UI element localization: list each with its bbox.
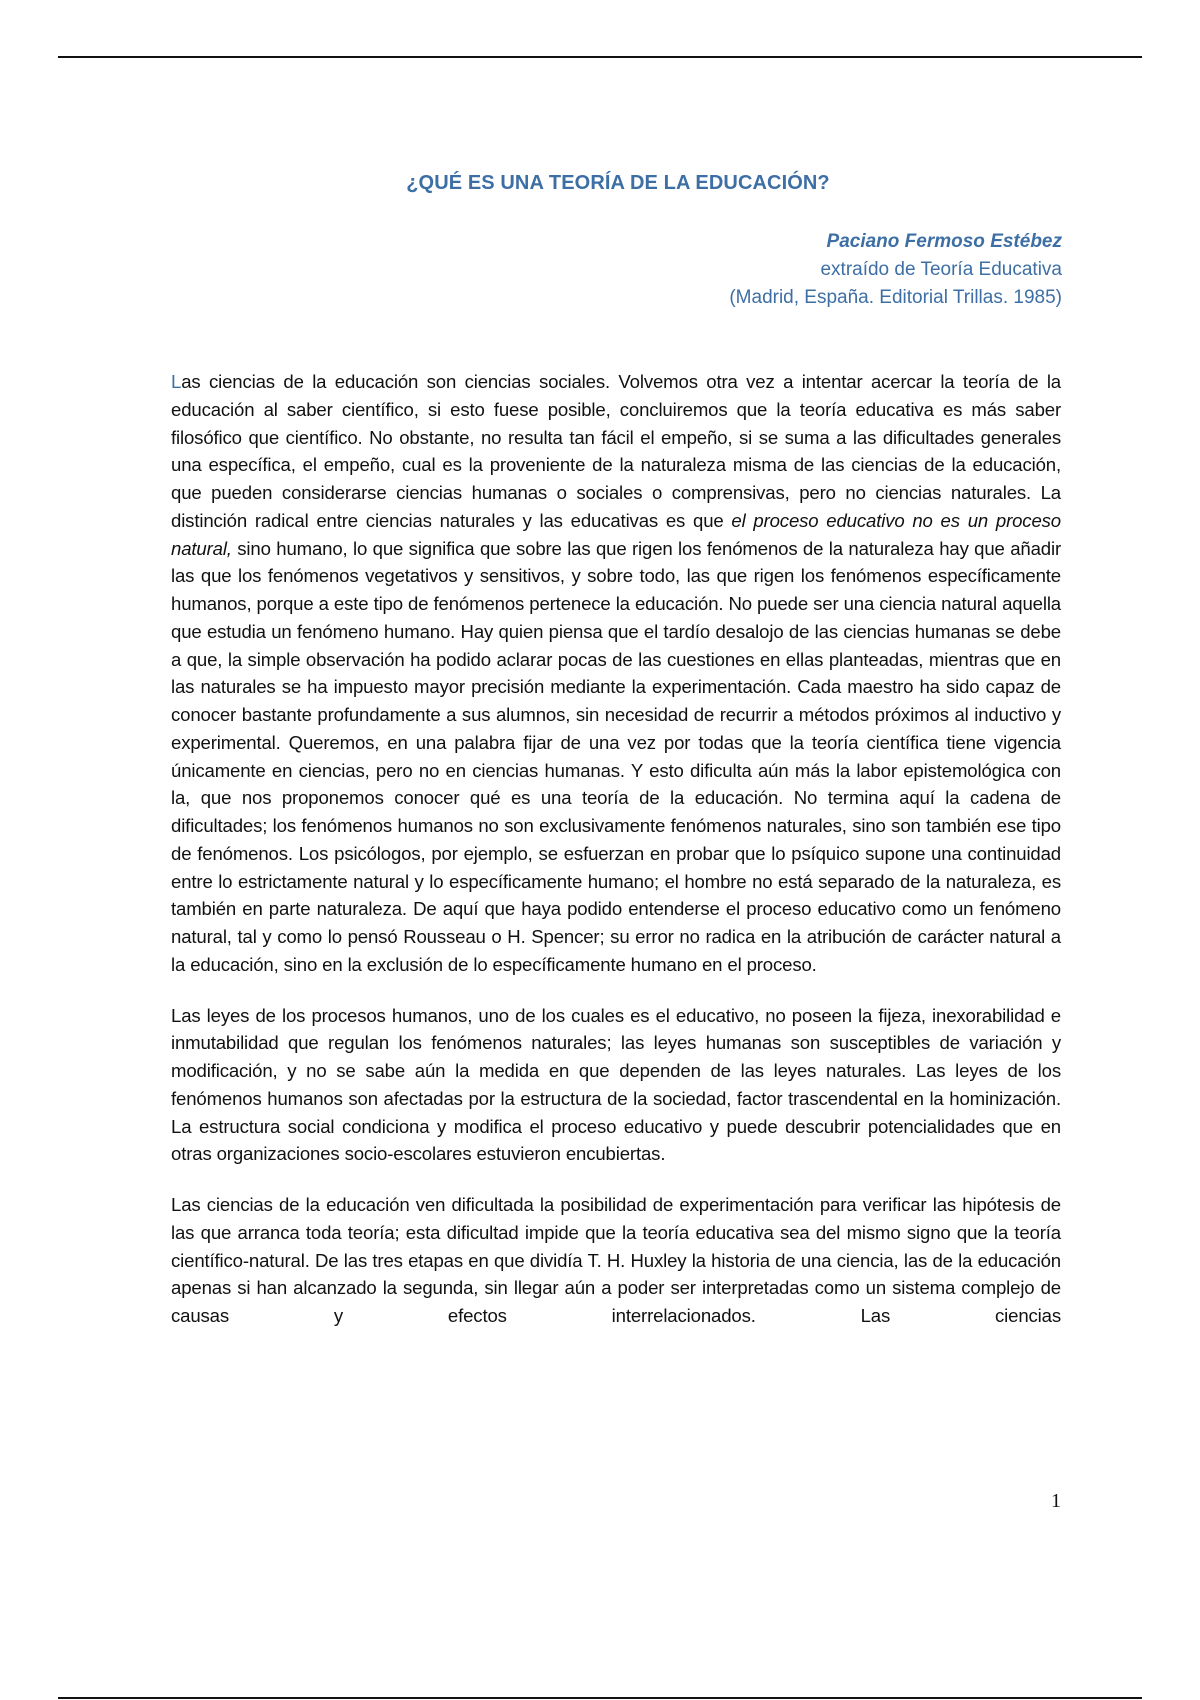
- italic-phrase: el proceso educativo no es un proceso natural,: [171, 509, 1061, 559]
- paragraph: Las leyes de los procesos humanos, uno de los cuales es el educativo, no poseen la fijeza, inexorabilidad e inmutabilidad que regulan los fenómenos naturales; las leyes humanas son susceptibles de variación y modificación, y no se sabe aún la medida en que dependen de las leyes naturales. Las leyes de los fenómenos humanos son afectadas por la estructura de la sociedad, factor trascendental en la hominización. La estructura social condiciona y modifica el proceso educativo y puede descubrir potencialidades que en otras organizaciones socio-escolares estuvieron encubiertas.: [171, 1004, 1061, 1165]
- paragraph: Las ciencias de la educación ven dificultada la posibilidad de experimentación para verificar las hipótesis de las que arranca toda teoría; esta dificultad impide que la teoría educativa sea del mismo signo que la teoría científico-natural. De las tres etapas en que dividía T. H. Huxley la historia de una ciencia, las de la educación apenas si han alcanzado la segunda, sin llegar aún a poder ser interpretadas como un sistema complejo de causas y efectos interrelacionados. Las ciencias: [171, 1194, 1061, 1326]
- attribution-block: [729, 228, 1062, 312]
- source-line: extraído de Teoría Educativa: [820, 259, 1062, 280]
- page-number: 1: [1051, 1490, 1061, 1512]
- paragraph: [171, 368, 1061, 979]
- publication-line: (Madrid, España. Editorial Trillas. 1985): [729, 287, 1062, 308]
- paragraph-text: sino humano, lo que significa que sobre las que rigen los fenómenos de la naturaleza hay que añadir las que los fenómenos vegetativos y sensitivos, y sobre todo, las que rigen los fenómenos específicamente humanos, porque a este tipo de fenómenos pertenece la educación. No puede ser una ciencia natural aquella que estudia un fenómeno humano. Hay quien piensa que el tardío desalojo de las ciencias humanas se debe a que, la simple observación ha podido aclarar pocas de las cuestiones en ellas planteadas, mientras que en las naturales se ha impuesto mayor precisión mediante la experimentación. Cada maestro ha sido capaz de conocer bastante profundamente a sus alumnos, sin necesidad de recurrir a métodos próximos al inductivo y experimental. Queremos, en una palabra fijar de una vez por todas que la teoría científica tiene vigencia únicamente en ciencias, pero no en ciencias humanas. Y esto dificulta aún más la labor epistemológica con la, que nos proponemos conocer qué es una teoría de la educación. No termina aquí la cadena de dificultades; los fenómenos humanos no son exclusivamente fenómenos naturales, sino son también ese tipo de fenómenos. Los psicólogos, por ejemplo, se esfuerzan en probar que lo psíquico supone una continuidad entre lo estrictamente natural y lo específicamente humano; el hombre no está separado de la naturaleza, es también en parte naturaleza. De aquí que haya podido entenderse el proceso educativo como un fenómeno natural, tal y como lo pensó Rousseau o H. Spencer; su error no radica en la atribución de carácter natural a la educación, sino en la exclusión de lo específicamente humano en el proceso.: [171, 537, 1061, 975]
- initial-letter: L: [171, 371, 182, 392]
- author-name: Paciano Fermoso Estébez: [826, 231, 1062, 252]
- paragraph-text: as ciencias de la educación son ciencias sociales. Volvemos otra vez a intentar acercar la teoría de la educación al saber científico, si esto fuese posible, concluiremos que la teoría educativa es más saber filosófico que científico. No obstante, no resulta tan fácil el empeño, si se suma a las dificultades generales una específica, el empeño, cual es la proveniente de la naturaleza misma de las ciencias de la educación, que pueden considerarse ciencias humanas o sociales o comprensivas, pero no ciencias naturales. La distinción radical entre ciencias naturales y las educativas es que: [171, 371, 1061, 531]
- page-title: ¿QUÉ ES UNA TEORÍA DE LA EDUCACIÓN?: [406, 172, 830, 194]
- bottom-rule: [58, 1697, 1142, 1699]
- body-text: [171, 368, 1061, 1353]
- top-rule: [58, 56, 1142, 58]
